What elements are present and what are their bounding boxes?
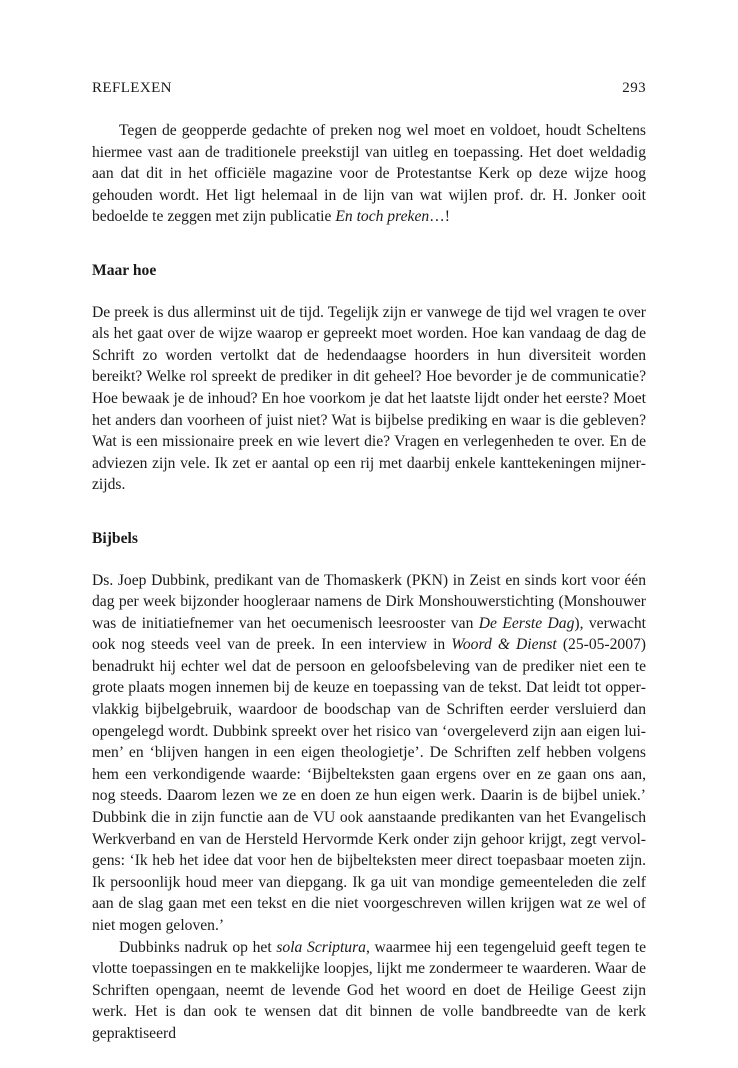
text-run: , waarmee hij een tegengeluid geeft tegen te vlotte toepassingen en te makkelijke loopjes, lijkt me zondermeer te waarderen. Waar de Schriften opengaan, neemt de levende God het woord en doet de Heilige Geest zijn werk. Het is dan ook te wensen dat dit binnen de volle bandbreedte van de kerk gepraktiseerd — [92, 938, 647, 1042]
section-heading-maar-hoe: Maar hoe — [92, 261, 157, 279]
intro-section — [92, 120, 646, 228]
section-heading-bijbels: Bijbels — [92, 529, 138, 547]
publication-title: Woord & Dienst — [451, 636, 557, 654]
paragraph — [92, 937, 646, 1045]
running-title: REFLEXEN — [92, 80, 172, 96]
text-run: Ds. Joep Dubbink, predikant van de Thomaskerk (PKN) in Zeist en sinds kort voor één dag per week bijzonder hoogleraar namens de Dirk Monshouwerstichting (Monshouwer was de initiatiefnemer van het oecumenisch leesrooster van — [92, 571, 646, 632]
page — [92, 78, 646, 1045]
paragraph — [92, 570, 646, 937]
text-run: Dubbinks nadruk op het — [119, 938, 277, 956]
page-number: 293 — [622, 80, 646, 96]
publication-title: De Eerste Dag — [478, 614, 575, 632]
paragraph: De preek is dus allerminst uit de tijd. Tegelijk zijn er vanwege de tijd wel vragen te over als het gaat over de wijze waarop er gepreekt moet worden. Hoe kan vandaag de dag de Schrift zo worden vertolkt dat de hedendaagse hoorders in hun diversiteit worden bereikt? Welke rol spreekt de prediker in dit geheel? Hoe bevorder je de communicatie? Hoe bewaak je de inhoud? En hoe voorkom je dat het laatste lijdt onder het eerste? Moet het anders dan voorheen of juist niet? Wat is bijbelse prediking en waar is die gebleven? Wat is een missionaire preek en wie levert die? Vragen en verlegenheden te over. En de adviezen zijn vele. Ik zet er aantal op een rij met daarbij enkele kanttekeningen mijnerzijds. — [92, 303, 646, 494]
text-run: ), verwacht ook nog steeds veel van de preek. In een interview in — [92, 614, 646, 654]
text-run: Tegen de geopperde gedachte of preken nog wel moet en voldoet, houdt Scheltens hiermee vast aan de traditionele preekstijl van uitleg en toepassing. Het doet weldadig aan dat dit in het officiële magazine voor de Protestantse Kerk op deze wijze hoog gehouden wordt. Het ligt helemaal in de lijn van wat wijlen prof. dr. H. Jonker ooit bedoelde te zeggen met zijn publicatie — [92, 122, 646, 226]
running-header — [92, 78, 646, 98]
book-title: En toch preken — [335, 208, 430, 226]
paragraph — [92, 120, 646, 228]
maar-hoe-section — [92, 302, 646, 496]
bijbels-section — [92, 570, 646, 1045]
latin-term: sola Scriptura — [276, 938, 366, 956]
text-run: …! — [429, 208, 450, 226]
text-run: (25-05-2007) benadrukt hij echter wel dat de persoon en geloofsbeleving van de prediker niet een te grote plaats mogen innemen bij de keuze en toepassing van de tekst. Dat leidt tot oppervlakkig bijbelgebruik, waardoor de boodschap van de Schriften eerder versluierd dan opengelegd wordt. Dubbink spreekt over het risico van ‘overgeleverd zijn aan eigen luimen’ en ‘blijven hangen in een eigen theologietje’. De Schriften zelf hebben volgens hem een verkondigende waarde: ‘Bijbelteksten gaan ergens over en ze gaan ons aan, nog steeds. Daarom lezen we ze en doen ze hun eigen werk. Daarin is de bijbel uniek.’ Dubbink die in zijn functie aan de VU ook aanstaande predikanten van het Evangelisch Werkverband en van de Hersteld Hervormde Kerk onder zijn gehoor krijgt, zegt vervolgens: ‘Ik heb het idee dat voor hen de bijbelteksten meer direct toepasbaar moeten zijn. Ik persoonlijk houd meer van diepgang. Ik ga uit van mondige gemeenteleden die zelf aan de slag gaan met een tekst en die niet voorgeschreven willen krijgen wat ze wel of niet mogen geloven.’ — [92, 636, 647, 934]
